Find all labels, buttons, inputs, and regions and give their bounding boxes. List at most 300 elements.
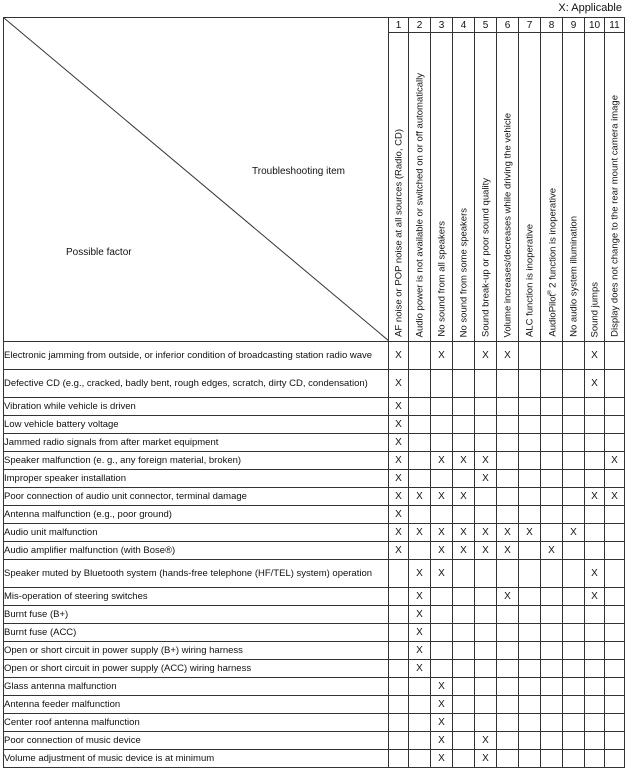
applicable-cell xyxy=(497,398,519,416)
applicable-cell xyxy=(519,542,541,560)
applicable-mark: X xyxy=(438,717,445,728)
factor-label: Center roof antenna malfunction xyxy=(4,714,389,732)
applicable-cell xyxy=(431,560,453,588)
applicable-cell xyxy=(389,750,409,768)
applicable-cell xyxy=(605,342,625,370)
applicable-cell xyxy=(497,342,519,370)
applicable-cell xyxy=(605,714,625,732)
factor-label: Audio amplifier malfunction (with Bose®) xyxy=(4,542,389,560)
applicable-cell xyxy=(497,660,519,678)
applicable-cell xyxy=(475,370,497,398)
factor-label: Speaker muted by Bluetooth system (hands-free telephone (HF/TEL) system) operation xyxy=(4,560,389,588)
applicable-cell xyxy=(497,488,519,506)
item-label-8 xyxy=(546,188,558,337)
applicable-cell xyxy=(431,506,453,524)
applicable-cell xyxy=(605,434,625,452)
applicable-cell xyxy=(585,678,605,696)
applicable-cell xyxy=(541,732,563,750)
applicable-cell xyxy=(585,524,605,542)
applicable-cell xyxy=(431,342,453,370)
applicable-cell xyxy=(605,696,625,714)
applicable-cell xyxy=(453,678,475,696)
applicable-cell xyxy=(519,678,541,696)
applicable-cell xyxy=(389,624,409,642)
applicable-cell xyxy=(409,398,431,416)
applicable-cell xyxy=(475,560,497,588)
applicable-cell xyxy=(431,434,453,452)
applicable-cell xyxy=(605,560,625,588)
applicable-cell xyxy=(389,506,409,524)
factor-row xyxy=(4,750,625,768)
applicable-cell xyxy=(453,560,475,588)
factor-label: Antenna malfunction (e.g., poor ground) xyxy=(4,506,389,524)
applicable-cell xyxy=(585,434,605,452)
applicable-cell xyxy=(431,750,453,768)
applicable-mark: X xyxy=(482,545,489,556)
item-number-9: 9 xyxy=(563,18,585,33)
applicable-mark: X xyxy=(482,753,489,764)
applicable-cell xyxy=(409,370,431,398)
item-number-4: 4 xyxy=(453,18,475,33)
applicable-cell xyxy=(431,714,453,732)
applicable-cell xyxy=(497,506,519,524)
applicable-cell xyxy=(605,660,625,678)
applicable-cell xyxy=(563,542,585,560)
applicable-cell xyxy=(453,434,475,452)
applicable-cell xyxy=(605,732,625,750)
applicable-cell xyxy=(519,470,541,488)
applicable-cell xyxy=(541,588,563,606)
factor-row xyxy=(4,624,625,642)
applicable-mark: X xyxy=(395,491,402,502)
item-header-9 xyxy=(563,33,585,342)
applicable-cell xyxy=(431,452,453,470)
factor-label: Vibration while vehicle is driven xyxy=(4,398,389,416)
applicable-cell xyxy=(605,452,625,470)
applicable-cell xyxy=(563,678,585,696)
applicable-cell xyxy=(541,506,563,524)
applicable-cell xyxy=(389,542,409,560)
applicable-cell xyxy=(585,488,605,506)
applicable-cell xyxy=(389,606,409,624)
factor-row xyxy=(4,588,625,606)
factor-label: Open or short circuit in power supply (B+) wiring harness xyxy=(4,642,389,660)
applicable-cell xyxy=(409,416,431,434)
applicable-cell xyxy=(475,506,497,524)
applicable-cell xyxy=(563,642,585,660)
applicable-cell xyxy=(497,696,519,714)
applicable-cell xyxy=(389,696,409,714)
applicable-cell xyxy=(497,470,519,488)
applicable-cell xyxy=(605,588,625,606)
applicable-mark: X xyxy=(460,545,467,556)
applicable-cell xyxy=(497,624,519,642)
applicable-cell xyxy=(541,342,563,370)
factor-row xyxy=(4,542,625,560)
applicable-cell xyxy=(409,506,431,524)
applicable-cell xyxy=(563,750,585,768)
applicable-cell xyxy=(519,696,541,714)
applicable-cell xyxy=(497,588,519,606)
applicable-mark: X xyxy=(460,527,467,538)
applicable-cell xyxy=(519,588,541,606)
applicable-cell xyxy=(605,542,625,560)
applicable-mark: X xyxy=(395,473,402,484)
applicable-cell xyxy=(519,434,541,452)
factor-row xyxy=(4,398,625,416)
applicable-cell xyxy=(563,434,585,452)
applicable-cell xyxy=(585,588,605,606)
item-label-3: No sound from all speakers xyxy=(435,221,447,337)
factor-label: Low vehicle battery voltage xyxy=(4,416,389,434)
factor-row xyxy=(4,370,625,398)
applicable-cell xyxy=(475,732,497,750)
applicable-cell xyxy=(389,714,409,732)
applicable-cell xyxy=(389,434,409,452)
factor-row xyxy=(4,506,625,524)
applicable-cell xyxy=(409,624,431,642)
applicable-cell xyxy=(563,524,585,542)
item-label-2: Audio power is not available or switched on or off automatically xyxy=(413,72,425,337)
factor-label: Antenna feeder malfunction xyxy=(4,696,389,714)
applicable-cell xyxy=(541,606,563,624)
applicable-mark: X xyxy=(611,491,618,502)
applicable-cell xyxy=(475,624,497,642)
applicable-mark: X xyxy=(482,527,489,538)
applicable-cell xyxy=(453,506,475,524)
applicable-mark: X xyxy=(416,609,423,620)
applicable-mark: X xyxy=(395,350,402,361)
applicable-cell xyxy=(453,750,475,768)
item-number-7: 7 xyxy=(519,18,541,33)
applicable-mark: X xyxy=(438,545,445,556)
applicable-cell xyxy=(519,714,541,732)
applicable-cell xyxy=(389,342,409,370)
applicable-cell xyxy=(585,624,605,642)
applicable-cell xyxy=(389,416,409,434)
item-label-11: Display does not change to the rear mount camera image xyxy=(608,95,620,337)
applicable-cell xyxy=(497,732,519,750)
applicable-mark: X xyxy=(395,401,402,412)
applicable-mark: X xyxy=(591,350,598,361)
applicable-cell xyxy=(519,524,541,542)
applicable-mark: X xyxy=(438,753,445,764)
applicable-cell xyxy=(475,416,497,434)
item-header-3 xyxy=(431,33,453,342)
applicable-cell xyxy=(541,370,563,398)
applicable-cell xyxy=(475,470,497,488)
applicable-cell xyxy=(519,506,541,524)
factor-label: Mis-operation of steering switches xyxy=(4,588,389,606)
applicable-mark: X xyxy=(416,491,423,502)
applicable-cell xyxy=(409,434,431,452)
applicable-cell xyxy=(497,606,519,624)
applicable-cell xyxy=(475,398,497,416)
applicable-cell xyxy=(409,524,431,542)
applicable-cell xyxy=(585,452,605,470)
applicable-cell xyxy=(409,750,431,768)
applicable-cell xyxy=(519,398,541,416)
factor-label: Speaker malfunction (e. g., any foreign material, broken) xyxy=(4,452,389,470)
item-header-11 xyxy=(605,33,625,342)
applicable-mark: X xyxy=(526,527,533,538)
applicable-cell xyxy=(431,642,453,660)
applicable-cell xyxy=(475,452,497,470)
applicable-cell xyxy=(519,660,541,678)
applicable-cell xyxy=(389,488,409,506)
applicable-cell xyxy=(541,624,563,642)
applicable-cell xyxy=(519,560,541,588)
applicable-cell xyxy=(585,542,605,560)
applicable-mark: X xyxy=(438,527,445,538)
applicable-cell xyxy=(453,542,475,560)
applicable-cell xyxy=(519,452,541,470)
applicable-cell xyxy=(519,370,541,398)
item-label-10: Sound jumps xyxy=(588,281,600,337)
factor-row xyxy=(4,342,625,370)
applicable-mark: X xyxy=(570,527,577,538)
applicable-cell xyxy=(519,642,541,660)
applicable-mark: X xyxy=(460,491,467,502)
header-corner xyxy=(4,18,389,342)
applicable-mark: X xyxy=(438,681,445,692)
applicable-cell xyxy=(389,524,409,542)
applicable-cell xyxy=(431,370,453,398)
applicable-cell xyxy=(563,588,585,606)
applicable-cell xyxy=(541,416,563,434)
factor-row xyxy=(4,488,625,506)
applicable-cell xyxy=(497,434,519,452)
applicable-cell xyxy=(563,506,585,524)
applicable-mark: X xyxy=(438,455,445,466)
applicable-cell xyxy=(475,588,497,606)
applicable-cell xyxy=(453,398,475,416)
applicable-cell xyxy=(409,542,431,560)
item-label-9: No audio system illumination xyxy=(567,216,579,337)
applicable-mark: X xyxy=(416,591,423,602)
item-label-6: Volume increases/decreases while driving the vehicle xyxy=(501,112,513,337)
applicable-cell xyxy=(541,488,563,506)
applicable-cell xyxy=(585,642,605,660)
applicable-mark: X xyxy=(482,350,489,361)
applicable-cell xyxy=(389,732,409,750)
applicable-cell xyxy=(585,470,605,488)
applicable-cell xyxy=(585,342,605,370)
applicable-mark: X xyxy=(591,591,598,602)
applicable-cell xyxy=(541,714,563,732)
corner-diagonal-line xyxy=(4,18,389,341)
applicable-cell xyxy=(431,678,453,696)
item-label-7: ALC function is inoperative xyxy=(523,223,535,337)
applicable-cell xyxy=(431,732,453,750)
applicable-cell xyxy=(475,488,497,506)
applicable-mark: X xyxy=(416,627,423,638)
item-number-8: 8 xyxy=(541,18,563,33)
applicable-cell xyxy=(605,470,625,488)
applicable-cell xyxy=(519,624,541,642)
applicable-cell xyxy=(409,488,431,506)
item-header-5 xyxy=(475,33,497,342)
factor-label: Burnt fuse (ACC) xyxy=(4,624,389,642)
factor-label: Defective CD (e.g., cracked, badly bent, rough edges, scratch, dirty CD, condensation) xyxy=(4,370,389,398)
applicable-cell xyxy=(431,542,453,560)
applicable-cell xyxy=(519,606,541,624)
applicable-cell xyxy=(541,642,563,660)
applicable-cell xyxy=(563,560,585,588)
item-header-6 xyxy=(497,33,519,342)
factor-row xyxy=(4,642,625,660)
applicable-cell xyxy=(585,416,605,434)
applicable-mark: X xyxy=(416,645,423,656)
applicable-mark: X xyxy=(504,527,511,538)
applicable-cell xyxy=(563,660,585,678)
applicable-mark: X xyxy=(438,735,445,746)
applicable-mark: X xyxy=(504,591,511,602)
applicable-cell xyxy=(431,588,453,606)
applicable-cell xyxy=(409,732,431,750)
item-header-1 xyxy=(389,33,409,342)
item-label-part: 2 function is inoperative xyxy=(546,188,558,289)
applicable-cell xyxy=(409,342,431,370)
item-number-5: 5 xyxy=(475,18,497,33)
applicable-mark: X xyxy=(438,491,445,502)
applicable-mark: X xyxy=(438,350,445,361)
applicable-cell xyxy=(475,342,497,370)
applicable-cell xyxy=(389,642,409,660)
applicable-mark: X xyxy=(438,568,445,579)
applicable-cell xyxy=(475,660,497,678)
applicable-cell xyxy=(409,470,431,488)
applicable-cell xyxy=(453,452,475,470)
factor-label: Poor connection of audio unit connector, terminal damage xyxy=(4,488,389,506)
applicable-cell xyxy=(475,434,497,452)
applicable-cell xyxy=(563,732,585,750)
applicable-cell xyxy=(563,696,585,714)
applicable-mark: X xyxy=(395,527,402,538)
item-header-4 xyxy=(453,33,475,342)
factor-row xyxy=(4,732,625,750)
troubleshooting-item-label: Troubleshooting item xyxy=(252,166,346,177)
applicable-cell xyxy=(409,714,431,732)
applicable-cell xyxy=(585,732,605,750)
factor-label: Improper speaker installation xyxy=(4,470,389,488)
item-label-4: No sound from some speakers xyxy=(457,207,469,337)
applicable-cell xyxy=(431,524,453,542)
factor-label: Electronic jamming from outside, or inferior condition of broadcasting station radio wave xyxy=(4,342,389,370)
applicable-cell xyxy=(431,416,453,434)
applicable-mark: X xyxy=(591,491,598,502)
applicable-cell xyxy=(563,488,585,506)
applicable-cell xyxy=(519,488,541,506)
item-label-5: Sound break-up or poor sound quality xyxy=(479,178,491,337)
applicable-cell xyxy=(409,696,431,714)
applicable-cell xyxy=(585,750,605,768)
applicable-cell xyxy=(497,524,519,542)
applicable-cell xyxy=(453,642,475,660)
applicable-cell xyxy=(519,732,541,750)
applicable-cell xyxy=(453,606,475,624)
factor-label: Jammed radio signals from after market equipment xyxy=(4,434,389,452)
applicable-cell xyxy=(409,660,431,678)
registered-mark: ® xyxy=(545,288,552,295)
applicable-cell xyxy=(453,588,475,606)
applicable-cell xyxy=(431,398,453,416)
applicable-cell xyxy=(605,624,625,642)
factor-label: Glass antenna malfunction xyxy=(4,678,389,696)
applicable-cell xyxy=(585,370,605,398)
item-number-2: 2 xyxy=(409,18,431,33)
applicable-mark: X xyxy=(591,378,598,389)
factor-label: Burnt fuse (B+) xyxy=(4,606,389,624)
applicable-mark: X xyxy=(395,437,402,448)
applicable-mark: X xyxy=(438,699,445,710)
applicable-cell xyxy=(475,714,497,732)
applicable-cell xyxy=(409,588,431,606)
applicable-cell xyxy=(519,342,541,370)
applicable-cell xyxy=(453,370,475,398)
applicable-cell xyxy=(541,660,563,678)
applicable-cell xyxy=(409,606,431,624)
applicable-cell xyxy=(389,398,409,416)
troubleshooting-matrix xyxy=(3,17,625,768)
applicable-cell xyxy=(563,624,585,642)
applicable-cell xyxy=(497,542,519,560)
factor-row xyxy=(4,606,625,624)
applicable-mark: X xyxy=(591,568,598,579)
applicable-cell xyxy=(585,606,605,624)
factor-row xyxy=(4,416,625,434)
matrix-table xyxy=(3,17,625,768)
applicable-cell xyxy=(453,416,475,434)
applicable-cell xyxy=(475,524,497,542)
item-number-3: 3 xyxy=(431,18,453,33)
applicable-cell xyxy=(497,370,519,398)
applicable-cell xyxy=(563,398,585,416)
applicable-cell xyxy=(563,342,585,370)
applicable-cell xyxy=(585,696,605,714)
applicable-cell xyxy=(389,560,409,588)
applicable-cell xyxy=(541,470,563,488)
applicable-cell xyxy=(389,452,409,470)
factor-row xyxy=(4,452,625,470)
applicable-cell xyxy=(475,542,497,560)
factor-label: Volume adjustment of music device is at minimum xyxy=(4,750,389,768)
factor-row xyxy=(4,524,625,542)
applicable-cell xyxy=(453,624,475,642)
applicable-mark: X xyxy=(460,455,467,466)
applicable-cell xyxy=(541,678,563,696)
factor-row xyxy=(4,434,625,452)
applicable-cell xyxy=(453,342,475,370)
applicable-mark: X xyxy=(482,455,489,466)
applicable-cell xyxy=(475,696,497,714)
applicable-cell xyxy=(431,470,453,488)
applicable-cell xyxy=(605,678,625,696)
applicable-cell xyxy=(541,750,563,768)
applicable-cell xyxy=(605,416,625,434)
applicable-cell xyxy=(389,370,409,398)
applicable-mark: X xyxy=(395,419,402,430)
applicable-cell xyxy=(453,470,475,488)
applicable-cell xyxy=(541,434,563,452)
applicable-cell xyxy=(563,714,585,732)
applicable-cell xyxy=(497,560,519,588)
factor-label: Open or short circuit in power supply (ACC) wiring harness xyxy=(4,660,389,678)
applicable-cell xyxy=(541,452,563,470)
applicable-mark: X xyxy=(395,545,402,556)
applicable-cell xyxy=(431,660,453,678)
applicable-cell xyxy=(563,606,585,624)
